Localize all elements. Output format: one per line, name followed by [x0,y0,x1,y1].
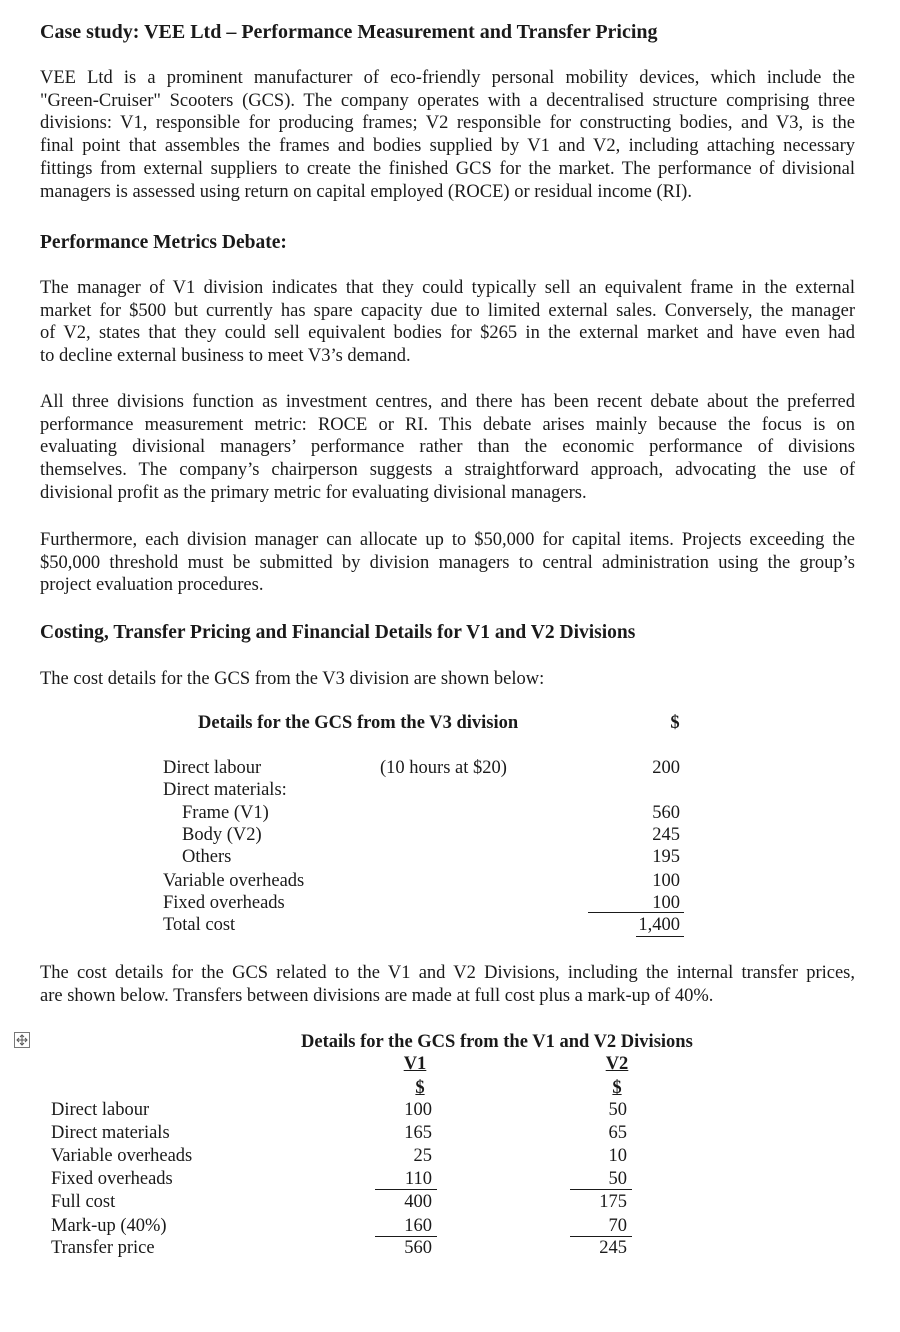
text-line: to decline external business to meet V3’s demand. [40,346,411,367]
v12-row-v2: 245 [599,1238,627,1258]
section-heading-performance: Performance Metrics Debate: [40,232,287,253]
v12-row-v1: 110 [404,1169,432,1189]
v3-others-value: 195 [652,847,680,867]
paragraph-v1-v2-managers [40,277,855,368]
paragraph-investment-centres [40,391,855,505]
v3-variable-overheads-label: Variable overheads [163,871,305,891]
text-line: divisions: V1, responsible for producing frames; V2 responsible for constructing bodies, and V3, is the [40,113,855,134]
v12-col-v1: V1 [403,1054,427,1074]
v12-row-v2: 50 [608,1169,627,1189]
text-line: fittings from external suppliers to create the finished GCS for the market. The performance of divisional [40,158,855,179]
v12-intro [40,962,855,1007]
v3-intro: The cost details for the GCS from the V3 division are shown below: [40,669,545,689]
text-line: themselves. The company’s chairperson suggests a straightforward approach, advocating the use of [40,460,855,481]
v12-currency-v2: $ [612,1078,622,1098]
v12-row-v2: 50 [608,1100,627,1120]
text-line: evaluating divisional managers’ performance rather than the economic performance of divisions [40,437,855,458]
intro-paragraph [40,67,855,203]
v12-row-label: Direct materials [51,1123,170,1143]
v3-direct-labour-note: (10 hours at $20) [380,758,507,778]
text-line: VEE Ltd is a prominent manufacturer of eco-friendly personal mobility devices, which include the [40,68,855,88]
v3-currency-header: $ [670,713,680,733]
v3-body-label: Body (V2) [182,825,262,845]
v12-row-v2: 65 [608,1123,627,1143]
v3-others-label: Others [182,847,232,867]
v12-currency-v1: $ [415,1078,425,1098]
section-heading-costing: Costing, Transfer Pricing and Financial Details for V1 and V2 Divisions [40,622,636,643]
v12-fullcost-rule-v2 [570,1189,632,1190]
plus-icon[interactable] [14,1032,30,1048]
v12-fullcost-rule-v1 [375,1189,437,1190]
v3-direct-labour-value: 200 [652,758,680,778]
v3-direct-materials-label: Direct materials: [163,780,287,800]
v3-variable-overheads-value: 100 [652,871,680,891]
v12-row-v1: 560 [404,1238,432,1258]
v12-row-label: Variable overheads [51,1146,193,1166]
text-line: final point that assembles the frames and bodies supplied by V1 and V2, including attaching necessary [40,136,855,157]
text-line: performance measurement metric: ROCE or RI. This debate arises mainly because the focus is on [40,414,855,435]
text-line: managers is assessed using return on capital employed (ROCE) or residual income (RI). [40,181,692,202]
v12-row-v1: 400 [404,1192,432,1212]
v3-total-cost-label: Total cost [163,915,236,935]
v12-row-v2: 70 [608,1216,627,1236]
v12-row-label: Transfer price [51,1238,155,1258]
v12-row-v1: 160 [404,1216,432,1236]
v3-total-cost-value: 1,400 [638,915,680,935]
v3-total-rule-bottom [636,936,684,937]
v3-total-rule-top [588,912,684,913]
v3-direct-labour-label: Direct labour [163,758,262,778]
v12-col-v2: V2 [605,1054,629,1074]
text-line: of V2, states that they could sell equivalent bodies for $265 in the external market and have even had [40,323,855,344]
text-line: Furthermore, each division manager can allocate up to $50,000 for capital items. Projects exceeding the [40,530,855,550]
text-line: are shown below. Transfers between divisions are made at full cost plus a mark-up of 40%. [40,985,714,1006]
v3-fixed-overheads-label: Fixed overheads [163,893,285,913]
v3-table-heading: Details for the GCS from the V3 division [198,713,519,733]
v12-row-v1: 100 [404,1100,432,1120]
v3-fixed-overheads-value: 100 [652,893,680,913]
v3-body-value: 245 [652,825,680,845]
text-line: The manager of V1 division indicates that they could typically sell an equivalent frame in the external [40,278,855,298]
paragraph-capital-items [40,529,855,597]
text-line: project evaluation procedures. [40,575,264,596]
v12-row-label: Direct labour [51,1100,150,1120]
v12-row-label: Full cost [51,1192,116,1212]
text-line: divisional profit as the primary metric for evaluating divisional managers. [40,482,587,503]
v12-row-v1: 165 [404,1123,432,1143]
text-line: $50,000 threshold must be submitted by division managers to central administration using the group’s [40,552,855,573]
v12-row-v2: 10 [608,1146,627,1166]
v3-frame-label: Frame (V1) [182,803,269,823]
v12-row-label: Mark-up (40%) [51,1216,167,1236]
text-line: market for $500 but currently has spare capacity due to limited external sales. Conversely, the manager [40,300,855,321]
text-line: "Green-Cruiser" Scooters (GCS). The company operates with a decentralised structure comprising three [40,90,855,111]
v12-table-heading: Details for the GCS from the V1 and V2 Divisions [301,1032,693,1052]
v12-row-v1: 25 [413,1146,432,1166]
page-title: Case study: VEE Ltd – Performance Measurement and Transfer Pricing [40,21,658,43]
v3-frame-value: 560 [652,803,680,823]
text-line: All three divisions function as investment centres, and there has been recent debate about the preferred [40,392,855,412]
text-line: The cost details for the GCS related to the V1 and V2 Divisions, including the internal transfer prices, [40,963,855,983]
v12-row-v2: 175 [599,1192,627,1212]
v12-row-label: Fixed overheads [51,1169,173,1189]
